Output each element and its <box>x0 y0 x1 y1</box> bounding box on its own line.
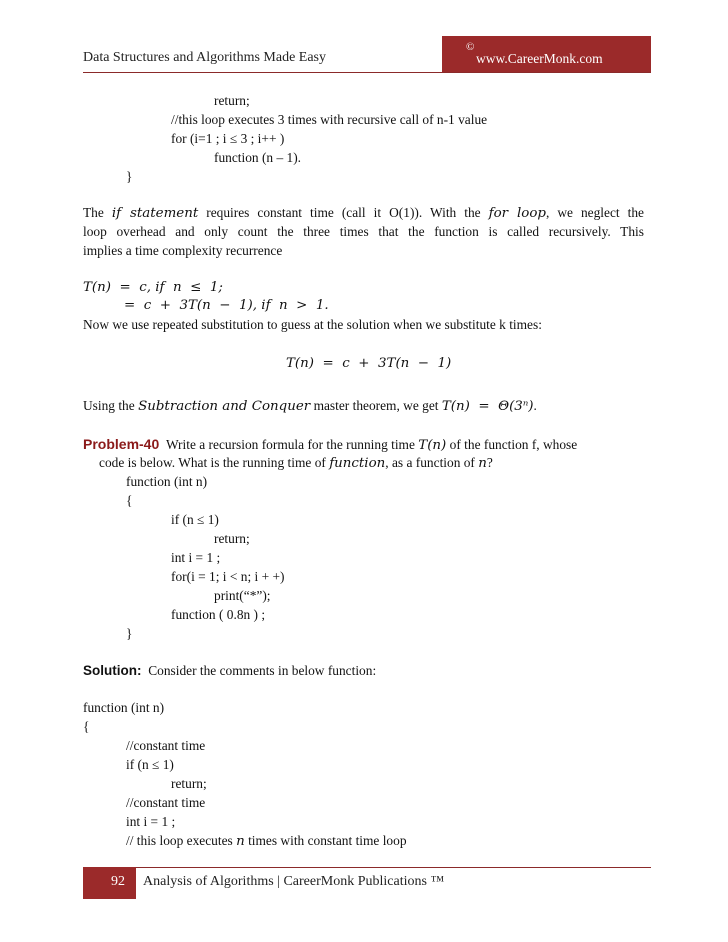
header-book-title: Data Structures and Algorithms Made Easy <box>83 50 327 65</box>
paragraph-line: The if statement requires constant time (call it O(1)). With the for loop, we neglect the <box>83 205 645 221</box>
recurrence-case-1: T(n) = c, if n ≤ 1; <box>83 280 223 295</box>
problem-statement-line: code is below. What is the running time of function, as a function of n? <box>99 455 493 471</box>
header-divider <box>83 72 651 73</box>
conclusion-line: Using the Subtraction and Conquer master theorem, we get T(n) = Θ(3ⁿ). <box>83 398 537 414</box>
header-site-url[interactable]: www.CareerMonk.com <box>476 51 603 66</box>
footer-divider <box>83 867 651 868</box>
copyright-symbol: © <box>466 41 475 53</box>
code-line: if (n ≤ 1) <box>171 512 219 527</box>
code-line: print(“*”); <box>214 588 271 603</box>
code-line: //constant time <box>126 738 206 753</box>
code-line: for(i = 1; i < n; i + +) <box>171 569 285 584</box>
code-line: //this loop executes 3 times with recursive call of n-1 value <box>171 112 488 127</box>
problem-label: Problem-40 <box>83 436 160 452</box>
code-line: } <box>126 169 133 184</box>
code-line: return; <box>214 531 250 546</box>
code-line: function ( 0.8n ) ; <box>171 607 266 622</box>
problem-statement-line: Problem-40 Write a recursion formula for the running time T(n) of the function f, whose <box>83 436 578 453</box>
paragraph-line: loop overhead and only count the three times that the function is called recursively. This <box>83 224 644 239</box>
code-line: return; <box>214 93 250 108</box>
code-line: int i = 1 ; <box>126 814 176 829</box>
code-line: int i = 1 ; <box>171 550 221 565</box>
display-equation: T(n) = c + 3T(n − 1) <box>286 356 452 371</box>
paragraph-line: Now we use repeated substitution to guess at the solution when we substitute k times: <box>83 317 542 332</box>
code-line: if (n ≤ 1) <box>126 757 174 772</box>
code-line: { <box>126 493 133 508</box>
code-line: // this loop executes n times with constant time loop <box>126 833 407 849</box>
solution-label: Solution: <box>83 663 142 678</box>
paragraph-line: implies a time complexity recurrence <box>83 243 283 258</box>
page-number: 92 <box>111 874 125 889</box>
solution-line: Solution: Consider the comments in below function: <box>83 663 377 678</box>
code-line: return; <box>171 776 207 791</box>
code-line: for (i=1 ; i ≤ 3 ; i++ ) <box>171 131 285 146</box>
page-number-box <box>83 867 136 899</box>
code-line: function (int n) <box>83 700 165 715</box>
code-line: function (n – 1). <box>214 150 302 165</box>
code-line: //constant time <box>126 795 206 810</box>
code-line: } <box>126 626 133 641</box>
code-line: function (int n) <box>126 474 208 489</box>
recurrence-case-2: = c + 3T(n − 1), if n > 1. <box>124 298 329 313</box>
code-line: { <box>83 719 90 734</box>
header-site-banner <box>442 36 651 72</box>
footer-text: Analysis of Algorithms | CareerMonk Publications ™ <box>143 874 445 889</box>
